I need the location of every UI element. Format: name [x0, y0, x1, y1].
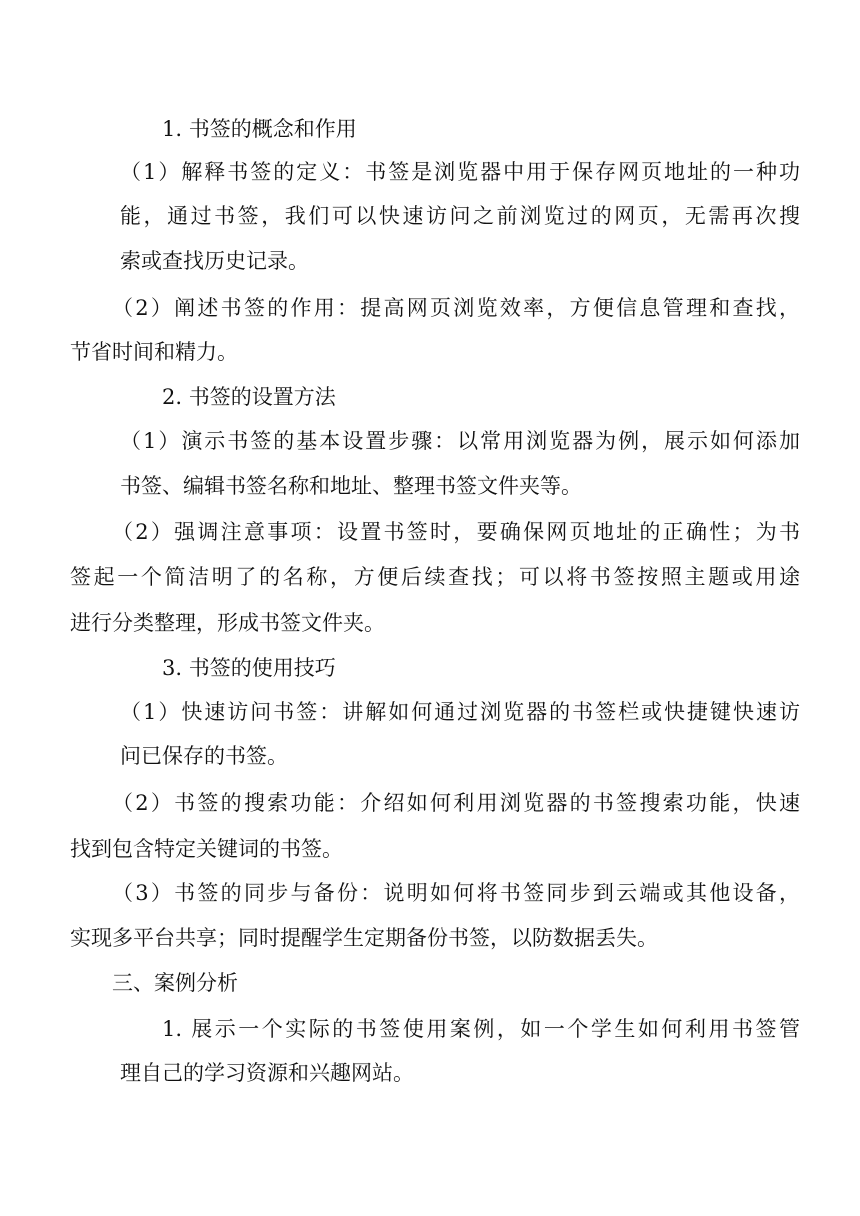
section-heading-1: 1. 书签的概念和作用: [162, 117, 357, 141]
paragraph-line: 实现多平台共享；同时提醒学生定期备份书签，以防数据丢失。: [70, 926, 658, 950]
section-heading-2: 2. 书签的设置方法: [162, 385, 336, 409]
paragraph-line: （2）书签的搜索功能：介绍如何利用浏览器的书签搜索功能，快速: [112, 791, 800, 815]
part-heading-case-analysis: 三、案例分析: [112, 971, 238, 995]
paragraph-line: （1）解释书签的定义：书签是浏览器中用于保存网页地址的一种功: [120, 160, 800, 184]
paragraph-line: 书签、编辑书签名称和地址、整理书签文件夹等。: [120, 474, 582, 498]
paragraph-line: 1. 展示一个实际的书签使用案例，如一个学生如何利用书签管: [162, 1017, 800, 1041]
paragraph-line: 签起一个简洁明了的名称，方便后续查找；可以将书签按照主题或用途: [70, 565, 800, 589]
paragraph-line: （2）阐述书签的作用：提高网页浏览效率，方便信息管理和查找，: [112, 296, 800, 320]
paragraph-line: 节省时间和精力。: [70, 340, 238, 364]
paragraph-line: （3）书签的同步与备份：说明如何将书签同步到云端或其他设备，: [112, 881, 800, 905]
paragraph-line: （1）快速访问书签：讲解如何通过浏览器的书签栏或快捷键快速访: [120, 700, 800, 724]
paragraph-line: 问已保存的书签。: [120, 744, 288, 768]
paragraph-line: （1）演示书签的基本设置步骤：以常用浏览器为例，展示如何添加: [120, 429, 800, 453]
paragraph-line: 进行分类整理，形成书签文件夹。: [70, 611, 385, 635]
paragraph-line: （2）强调注意事项：设置书签时，要确保网页地址的正确性；为书: [112, 520, 800, 544]
paragraph-line: 索或查找历史记录。: [120, 249, 309, 273]
section-heading-3: 3. 书签的使用技巧: [162, 656, 336, 680]
paragraph-line: 找到包含特定关键词的书签。: [70, 837, 343, 861]
paragraph-line: 能，通过书签，我们可以快速访问之前浏览过的网页，无需再次搜: [120, 204, 800, 228]
paragraph-line: 理自己的学习资源和兴趣网站。: [120, 1061, 414, 1085]
